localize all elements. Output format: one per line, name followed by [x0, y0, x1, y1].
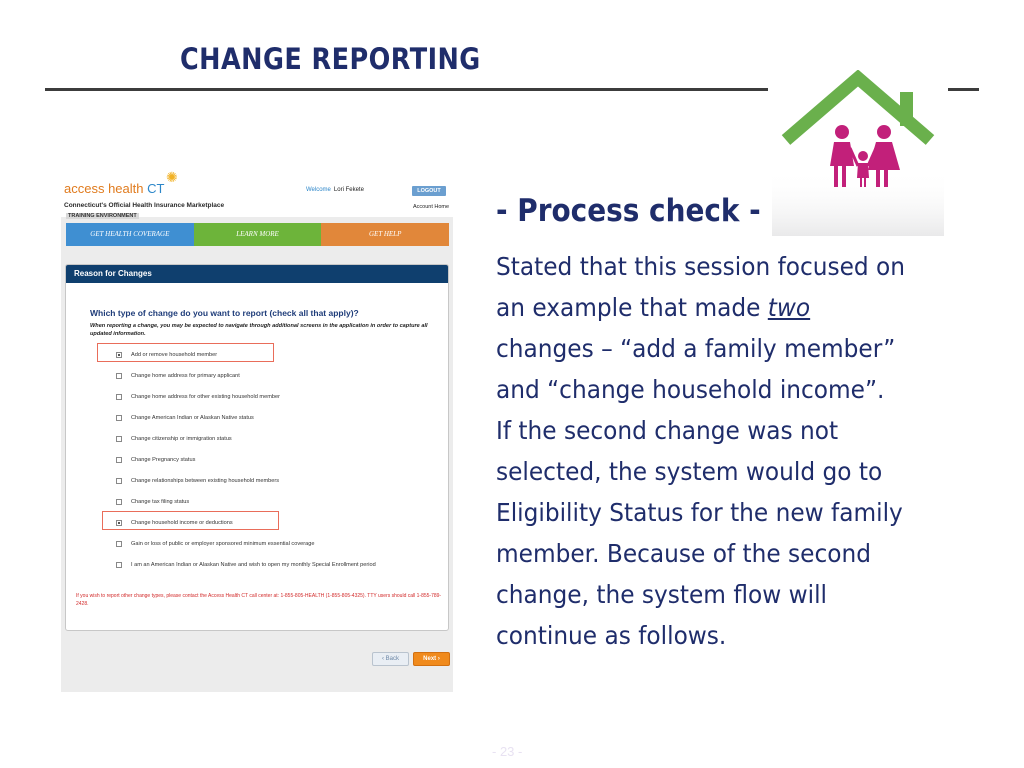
checkbox[interactable] — [116, 541, 122, 547]
option-label: Add or remove household member — [131, 352, 218, 358]
page-number: - 23 - — [492, 744, 523, 759]
back-button[interactable]: ‹ Back — [372, 652, 409, 666]
user-name: Lori Fekete — [333, 187, 364, 193]
emphasis-word: two — [767, 293, 811, 322]
option-coverage[interactable] — [116, 538, 314, 550]
option-tax-filing[interactable] — [116, 496, 189, 508]
option-label: Change home address for primary applicant — [131, 373, 240, 379]
checkbox[interactable] — [116, 499, 122, 505]
body-line: continue as follows. — [496, 621, 727, 650]
checkbox[interactable] — [116, 373, 122, 379]
brand-name: access health — [64, 181, 144, 196]
option-label: Gain or loss of public or employer sponsored minimum essential coverage — [131, 541, 315, 547]
family-house-icon — [772, 70, 944, 236]
checkbox[interactable] — [116, 562, 122, 568]
title-divider-tail — [948, 88, 979, 91]
title-divider — [45, 88, 768, 91]
logout-button[interactable]: LOGOUT — [412, 186, 446, 196]
body-line: change, the system flow will — [496, 580, 828, 609]
main-nav — [66, 223, 449, 246]
option-label: Change Pregnancy status — [131, 457, 196, 463]
body-line: selected, the system would go to — [496, 457, 883, 486]
environment-badge: TRAINING ENVIRONMENT — [68, 213, 137, 219]
reason-for-changes-panel — [65, 264, 449, 631]
option-citizenship[interactable] — [116, 433, 232, 445]
body-text-segment: an example that made — [496, 293, 768, 322]
call-center-note: If you wish to report other change types, please contact the Access Health CT call center at: 1-855-805-HEALTH (1-855-805-4325). TTY users should call 1-855-789-2428. — [76, 593, 442, 607]
app-screenshot — [61, 165, 453, 692]
option-label: Change citizenship or immigration status — [131, 436, 232, 442]
highlight-box — [102, 511, 279, 530]
nav-learn-more[interactable]: LEARN MORE — [194, 223, 322, 246]
brand-tagline: Connecticut's Official Health Insurance Marketplace — [64, 202, 225, 209]
option-relationships[interactable] — [116, 475, 279, 487]
brand-logo — [64, 181, 164, 196]
checkbox[interactable] — [116, 457, 122, 463]
nav-get-health-coverage[interactable]: GET HEALTH COVERAGE — [66, 223, 194, 246]
brand-suffix: CT — [147, 181, 165, 196]
body-line: and “change household income”. — [496, 375, 885, 404]
option-address-primary[interactable] — [116, 370, 240, 382]
checkbox[interactable] — [116, 415, 122, 421]
body-line — [496, 287, 961, 328]
process-check-heading: - Process check - — [496, 193, 761, 229]
option-label: I am an American Indian or Alaskan Native and wish to open my monthly Special Enrollment period — [131, 562, 376, 568]
option-label: Change relationships between existing household members — [131, 478, 280, 484]
option-address-other[interactable] — [116, 391, 280, 403]
nav-get-help[interactable]: GET HELP — [321, 223, 449, 246]
option-label: Change tax filing status — [131, 499, 190, 505]
body-paragraph — [496, 246, 961, 656]
body-line: Eligibility Status for the new family — [496, 498, 903, 527]
option-special-enrollment[interactable] — [116, 559, 376, 571]
body-line: changes – “add a family member” — [496, 334, 896, 363]
account-home-link[interactable]: Account Home — [413, 204, 450, 210]
checkbox[interactable] — [116, 478, 122, 484]
body-line: If the second change was not — [496, 416, 839, 445]
welcome-text — [306, 187, 364, 193]
slide-title: CHANGE REPORTING — [180, 42, 481, 76]
option-pregnancy[interactable] — [116, 454, 195, 466]
change-hint: When reporting a change, you may be expected to navigate through additional screens in the application in order to capture all updated information. — [90, 323, 428, 337]
welcome-label: Welcome — [306, 187, 331, 193]
body-line: Stated that this session focused on — [496, 252, 906, 281]
sun-icon: ✺ — [166, 169, 178, 185]
panel-title: Reason for Changes — [66, 265, 448, 283]
option-label: Change household income or deductions — [131, 520, 233, 526]
option-american-indian-status[interactable] — [116, 412, 254, 424]
change-question: Which type of change do you want to report (check all that apply)? — [90, 308, 359, 318]
body-line: member. Because of the second — [496, 539, 871, 568]
checkbox[interactable] — [116, 436, 122, 442]
checkbox[interactable] — [116, 394, 122, 400]
option-label: Change American Indian or Alaskan Native status — [131, 415, 254, 421]
next-button[interactable]: Next › — [413, 652, 450, 666]
option-label: Change home address for other existing household member — [131, 394, 280, 400]
highlight-box — [97, 343, 274, 362]
